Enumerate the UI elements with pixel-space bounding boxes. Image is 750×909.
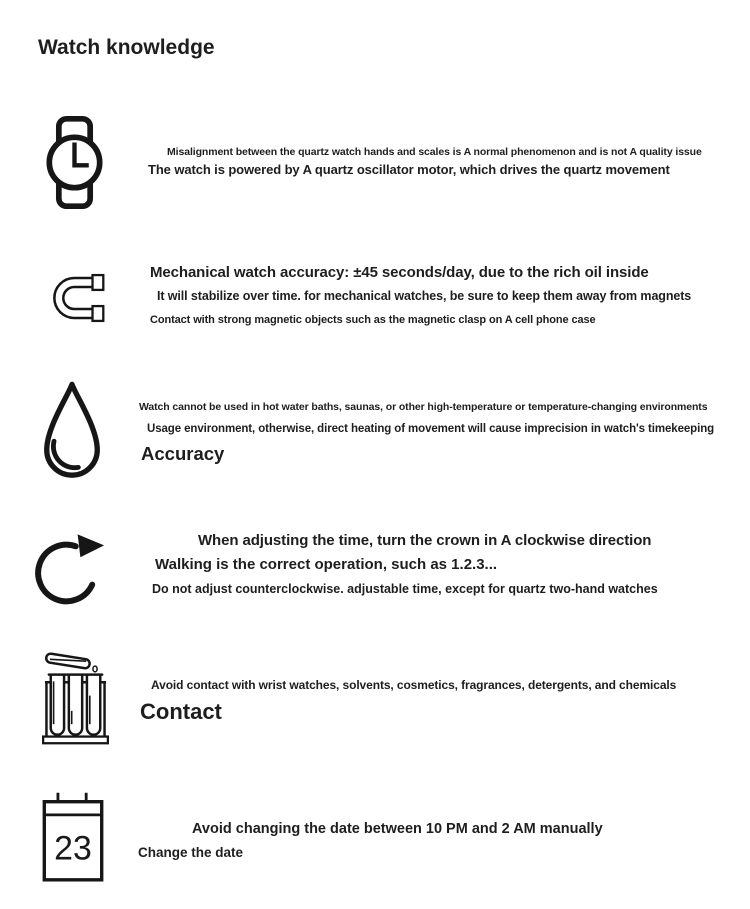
crown-note: Do not adjust counterclockwise. adjustable time, except for quartz two-hand watches: [152, 582, 658, 596]
crown-headline: When adjusting the time, turn the crown in A clockwise direction: [198, 532, 652, 549]
wristwatch-icon: [46, 114, 103, 211]
quartz-note: Misalignment between the quartz watch hands and scales is A normal phenomenon and is not A quality issue: [167, 146, 702, 158]
date-headline: Avoid changing the date between 10 PM and 2 AM manually: [192, 821, 603, 837]
accuracy-heading: Accuracy: [141, 443, 225, 464]
contact-heading: Contact: [140, 699, 222, 724]
quartz-text: The watch is powered by A quartz oscillator motor, which drives the quartz movement: [148, 162, 670, 177]
water-drop-icon: [38, 379, 106, 481]
page-title: Watch knowledge: [38, 36, 215, 59]
temperature-text: Usage environment, otherwise, direct heating of movement will cause imprecision in watch's timekeeping: [147, 423, 715, 435]
date-text: Change the date: [138, 845, 244, 860]
calendar-icon: [41, 790, 105, 884]
magnet-headline: Mechanical watch accuracy: ±45 seconds/day, due to the rich oil inside: [150, 264, 649, 281]
clockwise-arrow-icon: [32, 528, 105, 612]
magnet-text: It will stabilize over time. for mechanical watches, be sure to keep them away from magnets: [157, 289, 692, 303]
crown-text: Walking is the correct operation, such as 1.2.3...: [155, 556, 498, 573]
magnet-note: Contact with strong magnetic objects such as the magnetic clasp on A cell phone case: [150, 314, 596, 326]
chemicals-note: Avoid contact with wrist watches, solvents, cosmetics, fragrances, detergents, and chemicals: [151, 678, 677, 692]
calendar-day: 23: [54, 829, 92, 868]
temperature-note: Watch cannot be used in hot water baths, saunas, or other high-temperature or temperature-changing environments: [139, 401, 708, 413]
magnet-icon: [44, 265, 106, 331]
test-tubes-icon: [42, 648, 109, 748]
